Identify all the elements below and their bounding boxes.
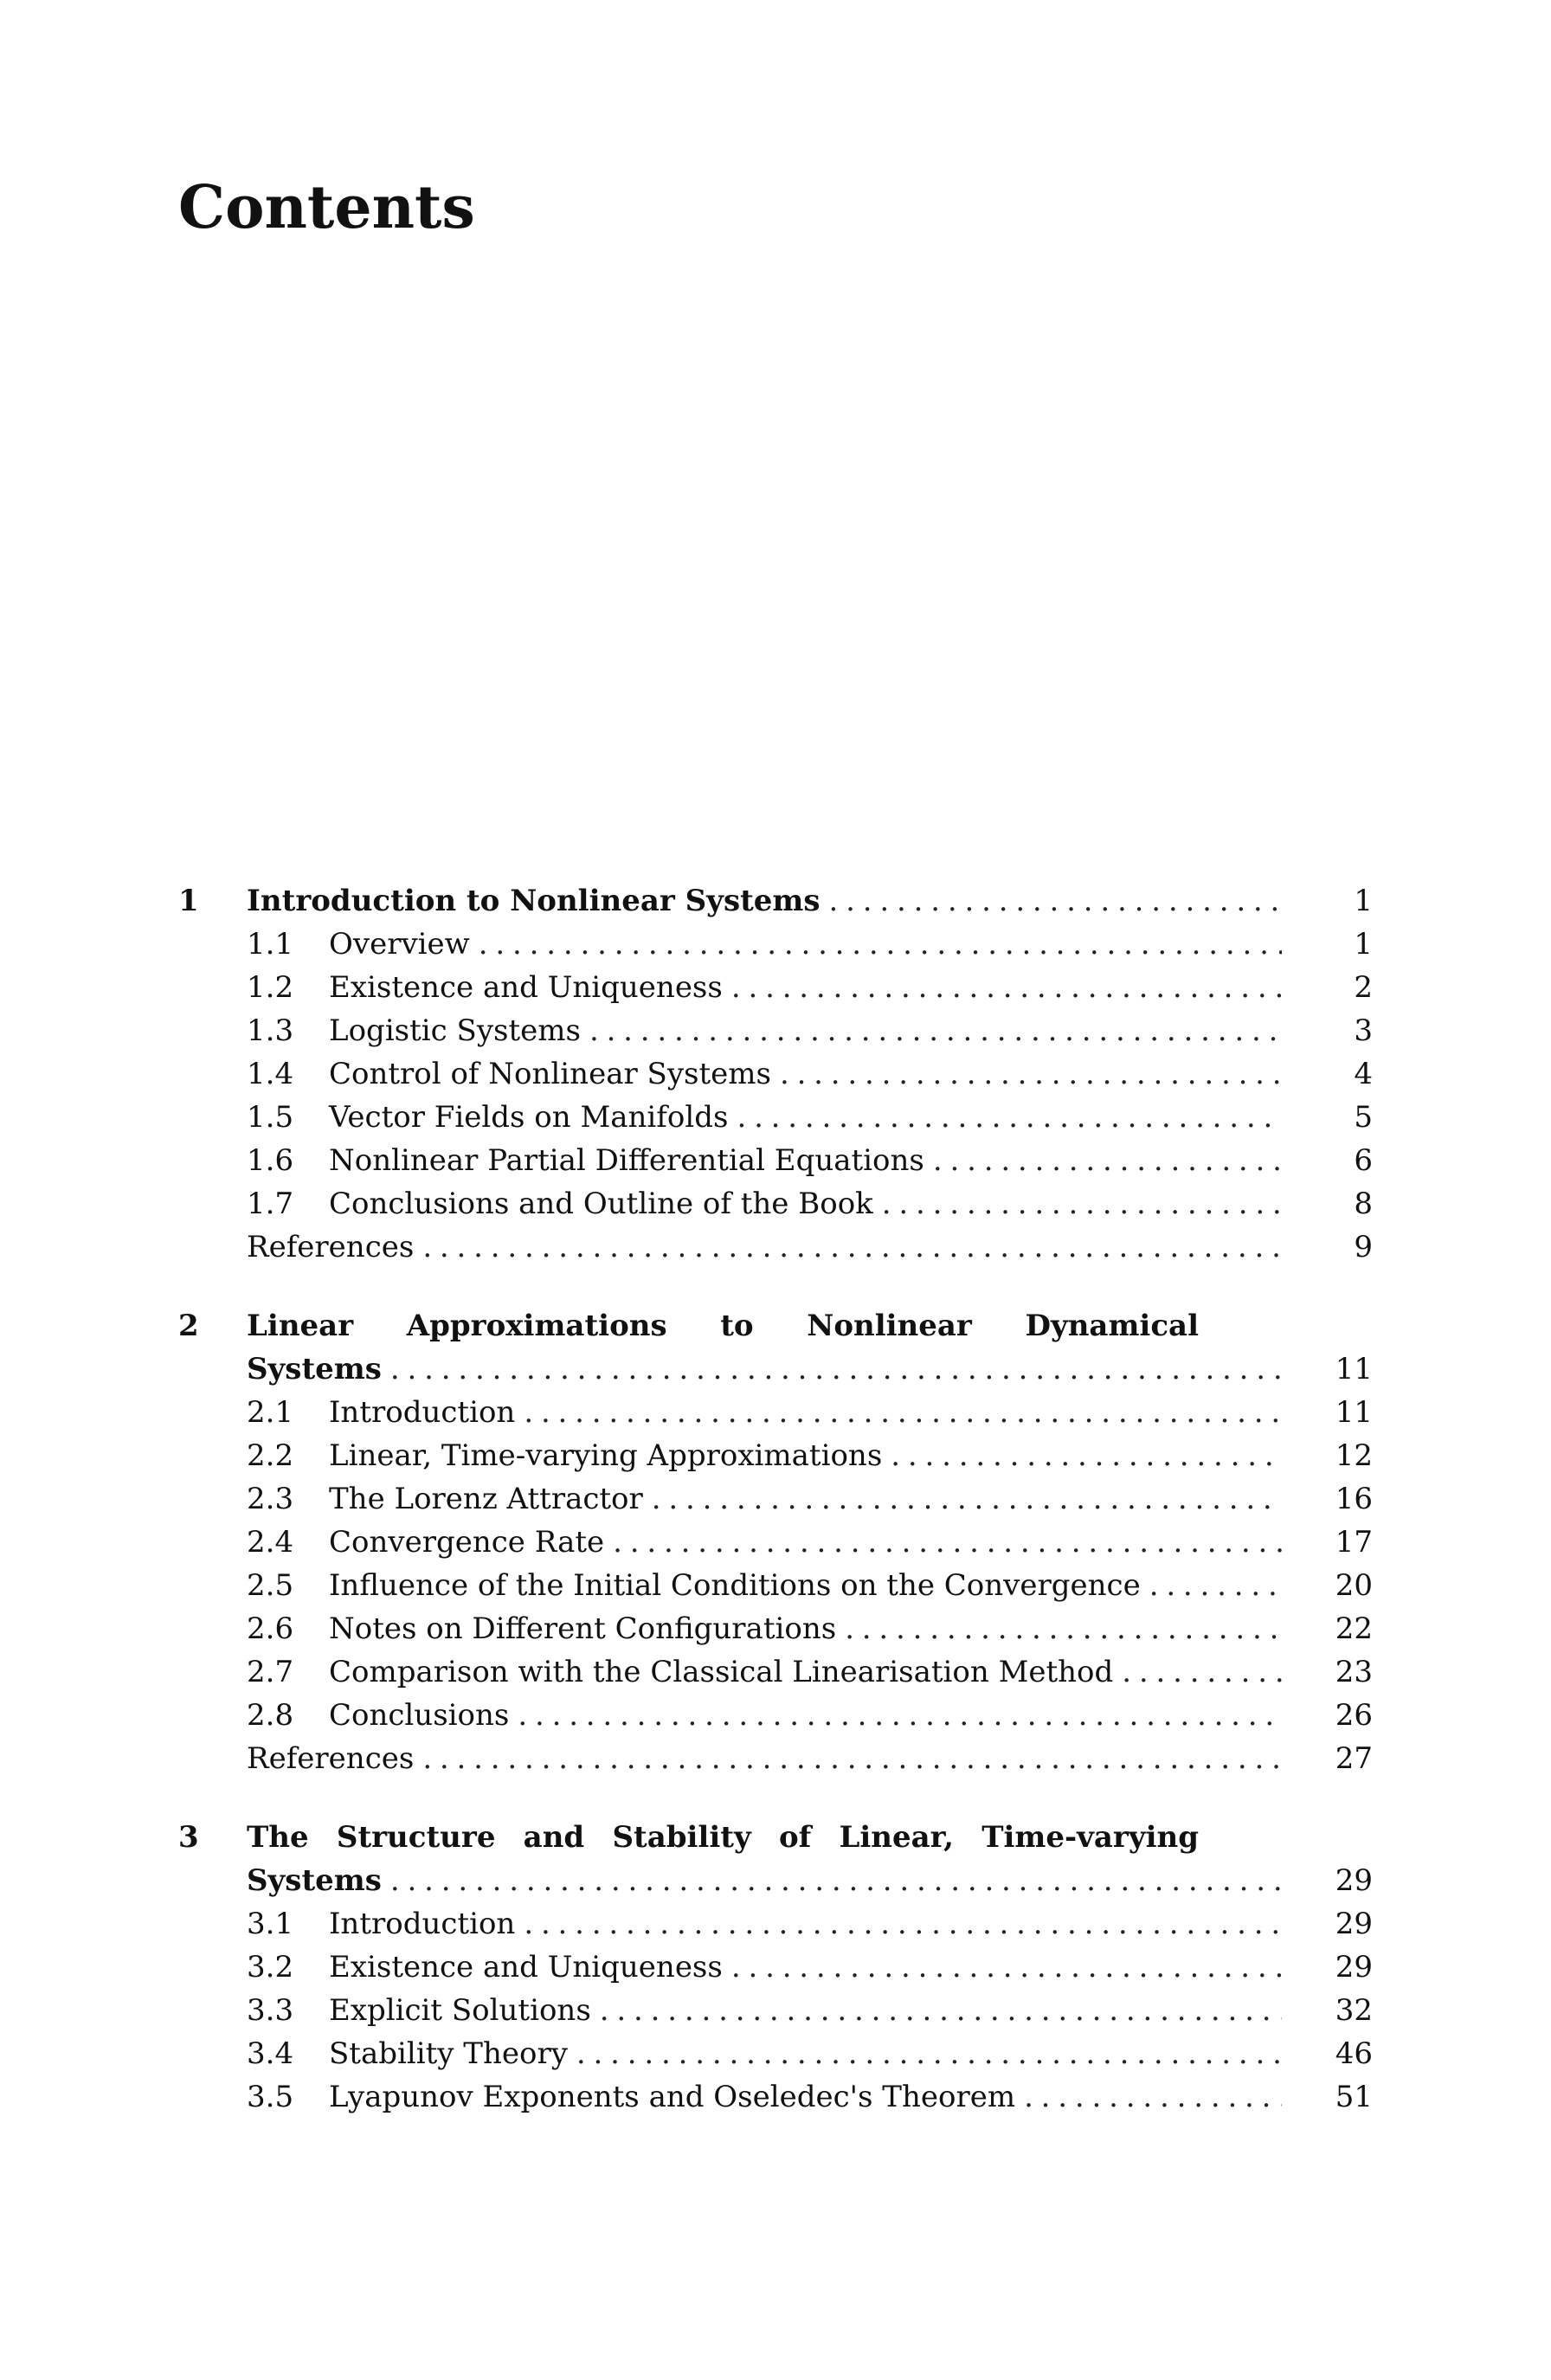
- chapter-number: 1: [178, 884, 199, 918]
- section-title: Introduction: [329, 1907, 516, 1941]
- page-number: 3: [1354, 1013, 1373, 1048]
- section-title: References: [247, 1741, 415, 1776]
- chapter-title: Introduction to Nonlinear Systems: [247, 884, 821, 918]
- section-title: Conclusions: [329, 1698, 510, 1733]
- page-number: 27: [1335, 1741, 1373, 1776]
- dot-leader: [390, 1348, 1282, 1391]
- section-title: Stability Theory: [329, 2036, 568, 2071]
- section-entry[interactable]: [178, 1650, 1373, 1694]
- dot-leader: [652, 1477, 1282, 1521]
- section-entry[interactable]: [178, 1694, 1373, 1737]
- dot-leader: [731, 1946, 1282, 1989]
- page-number: 51: [1335, 2080, 1373, 2114]
- page-number: 46: [1335, 2036, 1373, 2071]
- chapter-number: 3: [178, 1820, 199, 1855]
- section-number: 2.6: [247, 1611, 294, 1646]
- page-number: 5: [1354, 1100, 1373, 1135]
- section-entry[interactable]: [178, 1391, 1373, 1434]
- page-number: 22: [1335, 1611, 1373, 1646]
- section-number: 1.4: [247, 1057, 294, 1091]
- section-title: Introduction: [329, 1395, 516, 1430]
- dot-leader: [829, 879, 1282, 923]
- page-number: 6: [1354, 1143, 1373, 1178]
- section-number: 2.2: [247, 1438, 294, 1473]
- section-entry[interactable]: [178, 923, 1373, 966]
- section-number: 3.2: [247, 1950, 294, 1984]
- table-of-contents: [178, 879, 1373, 2119]
- dot-leader: [390, 1859, 1282, 1902]
- section-number: 1.6: [247, 1143, 294, 1178]
- section-number: 3.1: [247, 1907, 294, 1941]
- section-number: 2.8: [247, 1698, 294, 1733]
- chapter-title-continued: Systems: [247, 1863, 382, 1898]
- section-title: Conclusions and Outline of the Book: [329, 1187, 873, 1221]
- section-entry[interactable]: [178, 1096, 1373, 1139]
- chapter-number: 2: [178, 1309, 199, 1343]
- section-title: Overview: [329, 927, 470, 962]
- section-title: Existence and Uniqueness: [329, 970, 723, 1005]
- page-number: 32: [1335, 1993, 1373, 2028]
- section-number: 3.3: [247, 1993, 294, 2028]
- page-number: 23: [1335, 1655, 1373, 1689]
- section-title: Comparison with the Classical Linearisation Method: [329, 1655, 1114, 1689]
- section-title: Convergence Rate: [329, 1525, 605, 1560]
- section-title: Lyapunov Exponents and Oseledec's Theorem: [329, 2080, 1016, 2114]
- section-number: 1.1: [247, 927, 294, 962]
- dot-leader: [891, 1434, 1282, 1477]
- chapter-heading[interactable]: [178, 1816, 1373, 1859]
- dot-leader: [731, 966, 1282, 1009]
- section-title: The Lorenz Attractor: [329, 1482, 643, 1516]
- page-number: 1: [1354, 927, 1373, 962]
- dot-leader: [1122, 1650, 1282, 1694]
- section-title: References: [247, 1230, 415, 1264]
- page-number: 1: [1354, 884, 1373, 918]
- section-entry[interactable]: [178, 1139, 1373, 1182]
- section-entry[interactable]: [178, 1521, 1373, 1564]
- section-title: Control of Nonlinear Systems: [329, 1057, 771, 1091]
- page-title: Contents: [178, 173, 475, 242]
- dot-leader: [1024, 2075, 1282, 2119]
- chapter-title: Linear Approximations to Nonlinear Dynamical: [247, 1309, 1199, 1343]
- dot-leader: [600, 1989, 1282, 2032]
- section-entry[interactable]: [178, 2032, 1373, 2075]
- page-number: 2: [1354, 970, 1373, 1005]
- section-entry[interactable]: [178, 1989, 1373, 2032]
- section-entry[interactable]: [178, 1564, 1373, 1607]
- section-number: 1.7: [247, 1187, 294, 1221]
- section-number: 2.4: [247, 1525, 294, 1560]
- page-number: 4: [1354, 1057, 1373, 1091]
- section-number: 2.7: [247, 1655, 294, 1689]
- page-number: 29: [1335, 1950, 1373, 1984]
- page-number: 12: [1335, 1438, 1373, 1473]
- chapter-number-spacer: [178, 1859, 247, 1902]
- dot-leader: [422, 1225, 1282, 1269]
- page-number: 20: [1335, 1568, 1373, 1603]
- section-entry[interactable]: [178, 1009, 1373, 1052]
- section-number: 2.5: [247, 1568, 294, 1603]
- page-number: 26: [1335, 1698, 1373, 1733]
- section-entry[interactable]: [178, 1477, 1373, 1521]
- page-number: 11: [1335, 1395, 1373, 1430]
- chapter-number-spacer: [178, 1348, 247, 1391]
- chapter-entry[interactable]: [178, 1859, 1373, 1902]
- page-number: 11: [1335, 1352, 1373, 1386]
- section-title: Logistic Systems: [329, 1013, 581, 1048]
- dot-leader: [613, 1521, 1282, 1564]
- page-number: 9: [1354, 1230, 1373, 1264]
- chapter-entry[interactable]: [178, 1348, 1373, 1391]
- chapter-title-continued: Systems: [247, 1352, 382, 1386]
- page-number: 17: [1335, 1525, 1373, 1560]
- section-title: Influence of the Initial Conditions on the Convergence: [329, 1568, 1141, 1603]
- chapter-heading[interactable]: [178, 1304, 1373, 1348]
- dot-leader: [479, 923, 1282, 966]
- dot-leader: [780, 1052, 1282, 1096]
- section-entry[interactable]: [178, 2075, 1373, 2119]
- section-entry[interactable]: [178, 1182, 1373, 1225]
- dot-leader: [589, 1009, 1282, 1052]
- section-entry[interactable]: [178, 1052, 1373, 1096]
- section-number: 2.1: [247, 1395, 294, 1430]
- dot-leader: [576, 2032, 1282, 2075]
- section-entry[interactable]: [178, 1607, 1373, 1650]
- references-entry[interactable]: [178, 1737, 1373, 1780]
- dot-leader: [933, 1139, 1282, 1182]
- page-number: 29: [1335, 1907, 1373, 1941]
- section-title: Vector Fields on Manifolds: [329, 1100, 729, 1135]
- section-title: Nonlinear Partial Differential Equations: [329, 1143, 924, 1178]
- section-number: 3.4: [247, 2036, 294, 2071]
- dot-leader: [518, 1694, 1282, 1737]
- section-entry[interactable]: [178, 1946, 1373, 1989]
- references-entry[interactable]: [178, 1225, 1373, 1269]
- section-entry[interactable]: [178, 966, 1373, 1009]
- page-number: 16: [1335, 1482, 1373, 1516]
- section-number: 1.3: [247, 1013, 294, 1048]
- section-number: 1.2: [247, 970, 294, 1005]
- dot-leader: [524, 1391, 1282, 1434]
- section-entry[interactable]: [178, 1434, 1373, 1477]
- dot-leader: [524, 1902, 1282, 1946]
- section-title: Explicit Solutions: [329, 1993, 591, 2028]
- section-number: 3.5: [247, 2080, 294, 2114]
- dot-leader: [422, 1737, 1282, 1780]
- dot-leader: [882, 1182, 1282, 1225]
- page-number: 29: [1335, 1863, 1373, 1898]
- section-title: Existence and Uniqueness: [329, 1950, 723, 1984]
- section-entry[interactable]: [178, 1902, 1373, 1946]
- dot-leader: [737, 1096, 1282, 1139]
- section-title: Notes on Different Configurations: [329, 1611, 837, 1646]
- chapter-entry[interactable]: [178, 879, 1373, 923]
- dot-leader: [1149, 1564, 1282, 1607]
- dot-leader: [845, 1607, 1282, 1650]
- section-title: Linear, Time-varying Approximations: [329, 1438, 883, 1473]
- page-number: 8: [1354, 1187, 1373, 1221]
- chapter-title: The Structure and Stability of Linear, Time-varying: [247, 1820, 1199, 1855]
- section-number: 1.5: [247, 1100, 294, 1135]
- section-number: 2.3: [247, 1482, 294, 1516]
